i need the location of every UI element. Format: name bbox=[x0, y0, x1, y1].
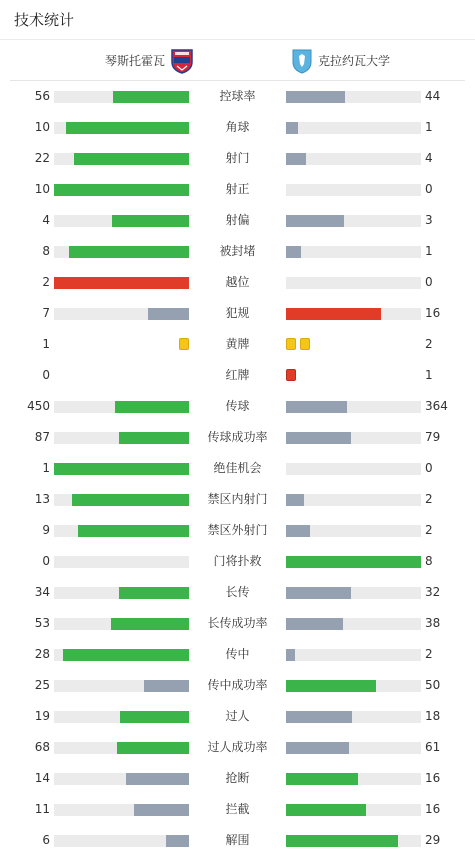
home-bar-fill bbox=[166, 835, 189, 847]
away-bar-track bbox=[286, 804, 421, 816]
away-bar-fill bbox=[286, 432, 351, 444]
away-value: 18 bbox=[425, 709, 441, 723]
home-bar-track bbox=[54, 525, 189, 537]
stat-row bbox=[0, 825, 475, 856]
away-value: 2 bbox=[425, 337, 433, 351]
home-bar-fill bbox=[69, 246, 189, 258]
home-value: 10 bbox=[34, 120, 50, 134]
stat-row bbox=[0, 577, 475, 608]
home-bar-track bbox=[54, 556, 189, 568]
stat-row bbox=[0, 298, 475, 329]
stat-row bbox=[0, 794, 475, 825]
away-bar-fill bbox=[286, 680, 376, 692]
away-value: 2 bbox=[425, 492, 433, 506]
away-value: 1 bbox=[425, 244, 433, 258]
home-value: 14 bbox=[34, 771, 50, 785]
away-value: 1 bbox=[425, 368, 433, 382]
stats-header bbox=[0, 0, 475, 40]
stat-label: 过人 bbox=[225, 709, 250, 723]
home-bar-fill bbox=[63, 649, 189, 661]
stat-label: 传球成功率 bbox=[207, 430, 268, 444]
away-bar-track bbox=[286, 711, 421, 723]
home-bar-fill bbox=[134, 804, 189, 816]
stat-row bbox=[0, 515, 475, 546]
stat-row bbox=[0, 732, 475, 763]
away-bar-track bbox=[286, 122, 421, 134]
away-bar-track bbox=[286, 153, 421, 165]
away-bar-fill bbox=[286, 308, 381, 320]
stat-label: 犯规 bbox=[225, 306, 250, 320]
stat-label: 角球 bbox=[225, 120, 250, 134]
home-bar-track bbox=[54, 308, 189, 320]
home-bar-fill bbox=[72, 494, 189, 506]
home-bar-fill bbox=[54, 184, 189, 196]
away-bar-fill bbox=[286, 587, 351, 599]
away-bar-track bbox=[286, 463, 421, 475]
home-bar-fill bbox=[54, 463, 189, 475]
stat-label: 传中成功率 bbox=[207, 678, 268, 692]
home-bar-track bbox=[54, 618, 189, 630]
away-value: 8 bbox=[425, 554, 433, 568]
home-bar-track bbox=[54, 277, 189, 289]
stat-label: 射门 bbox=[225, 151, 250, 165]
away-bar-fill bbox=[286, 711, 352, 723]
stat-row bbox=[0, 484, 475, 515]
away-value: 0 bbox=[425, 182, 433, 196]
home-bar-fill bbox=[111, 618, 189, 630]
stat-label: 抢断 bbox=[225, 771, 250, 785]
stat-row bbox=[0, 360, 475, 391]
home-bar-track bbox=[54, 91, 189, 103]
yellow-card-icon bbox=[300, 338, 310, 350]
stat-row bbox=[0, 236, 475, 267]
home-bar-fill bbox=[120, 711, 189, 723]
away-value: 32 bbox=[425, 585, 441, 599]
home-bar-track bbox=[54, 742, 189, 754]
away-value: 4 bbox=[425, 151, 433, 165]
home-value: 19 bbox=[34, 709, 50, 723]
stat-label: 越位 bbox=[225, 275, 250, 289]
home-value: 13 bbox=[34, 492, 50, 506]
away-value: 16 bbox=[425, 771, 441, 785]
home-value: 9 bbox=[42, 523, 50, 537]
home-bar-fill bbox=[119, 432, 189, 444]
away-bar-track bbox=[286, 742, 421, 754]
away-bar-fill bbox=[286, 494, 304, 506]
home-bar-fill bbox=[113, 91, 189, 103]
stat-label: 拦截 bbox=[225, 802, 250, 816]
away-cards bbox=[286, 338, 310, 351]
stat-row bbox=[0, 112, 475, 143]
home-team-name: 琴斯托霍瓦 bbox=[104, 54, 165, 68]
home-bar-track bbox=[54, 215, 189, 227]
home-bar-fill bbox=[74, 153, 189, 165]
away-bar-fill bbox=[286, 556, 421, 568]
red-card-icon bbox=[286, 369, 296, 381]
away-bar-track bbox=[286, 835, 421, 847]
away-bar-track bbox=[286, 401, 421, 413]
stat-row bbox=[0, 174, 475, 205]
away-bar-fill bbox=[286, 835, 398, 847]
home-value: 6 bbox=[42, 833, 50, 847]
away-value: 50 bbox=[425, 678, 441, 692]
away-bar-fill bbox=[286, 525, 310, 537]
away-bar-track bbox=[286, 587, 421, 599]
home-bar-fill bbox=[66, 122, 189, 134]
stat-label: 射偏 bbox=[225, 213, 250, 227]
away-bar-track bbox=[286, 494, 421, 506]
away-value: 1 bbox=[425, 120, 433, 134]
stat-row bbox=[0, 608, 475, 639]
stat-row bbox=[0, 391, 475, 422]
away-value: 0 bbox=[425, 275, 433, 289]
home-bar-track bbox=[54, 711, 189, 723]
home-value: 28 bbox=[34, 647, 50, 661]
stat-row bbox=[0, 546, 475, 577]
yellow-card-icon bbox=[286, 338, 296, 350]
stat-row bbox=[0, 701, 475, 732]
away-bar-track bbox=[286, 432, 421, 444]
away-bar-fill bbox=[286, 401, 347, 413]
away-cards bbox=[286, 369, 296, 382]
away-bar-track bbox=[286, 184, 421, 196]
away-value: 61 bbox=[425, 740, 441, 754]
page-title: 技术统计 bbox=[14, 11, 75, 29]
home-value: 2 bbox=[42, 275, 50, 289]
home-value: 450 bbox=[27, 399, 50, 413]
away-bar-track bbox=[286, 215, 421, 227]
away-bar-fill bbox=[286, 122, 298, 134]
stat-label: 控球率 bbox=[219, 89, 256, 103]
stat-label: 射正 bbox=[225, 182, 250, 196]
away-value: 16 bbox=[425, 802, 441, 816]
home-bar-track bbox=[54, 122, 189, 134]
away-bar-track bbox=[286, 773, 421, 785]
home-bar-track bbox=[54, 153, 189, 165]
stat-label: 传球 bbox=[225, 399, 250, 413]
away-bar-fill bbox=[286, 91, 345, 103]
stat-row bbox=[0, 453, 475, 484]
home-bar-track bbox=[54, 835, 189, 847]
stats-list bbox=[0, 81, 475, 856]
stat-label: 长传 bbox=[225, 585, 250, 599]
home-bar-track bbox=[54, 432, 189, 444]
away-value: 2 bbox=[425, 647, 433, 661]
home-bar-track bbox=[54, 401, 189, 413]
home-bar-fill bbox=[78, 525, 189, 537]
stat-label: 过人成功率 bbox=[207, 740, 268, 754]
stat-row bbox=[0, 422, 475, 453]
away-value: 79 bbox=[425, 430, 441, 444]
home-bar-track bbox=[54, 184, 189, 196]
home-value: 1 bbox=[42, 337, 50, 351]
home-value: 0 bbox=[42, 554, 50, 568]
home-team-logo-icon bbox=[171, 48, 193, 74]
stat-label: 传中 bbox=[225, 647, 250, 661]
away-value: 44 bbox=[425, 89, 441, 103]
home-value: 68 bbox=[34, 740, 50, 754]
away-bar-fill bbox=[286, 804, 366, 816]
home-bar-track bbox=[54, 463, 189, 475]
away-bar-track bbox=[286, 246, 421, 258]
home-value: 4 bbox=[42, 213, 50, 227]
home-bar-track bbox=[54, 649, 189, 661]
stat-label: 解围 bbox=[225, 833, 250, 847]
stat-row bbox=[0, 205, 475, 236]
stat-row bbox=[0, 143, 475, 174]
away-bar-fill bbox=[286, 649, 295, 661]
home-bar-fill bbox=[117, 742, 189, 754]
home-bar-fill bbox=[112, 215, 189, 227]
stat-row bbox=[0, 639, 475, 670]
stat-label: 红牌 bbox=[225, 368, 250, 382]
home-bar-fill bbox=[115, 401, 189, 413]
home-cards bbox=[179, 338, 189, 351]
away-value: 16 bbox=[425, 306, 441, 320]
home-bar-track bbox=[54, 246, 189, 258]
stat-label: 禁区外射门 bbox=[207, 523, 268, 537]
away-team-logo-icon bbox=[292, 48, 312, 74]
home-value: 56 bbox=[34, 89, 50, 103]
home-value: 11 bbox=[34, 802, 50, 816]
home-bar-fill bbox=[119, 587, 189, 599]
away-value: 29 bbox=[425, 833, 441, 847]
away-bar-fill bbox=[286, 153, 306, 165]
stat-label: 黄牌 bbox=[225, 337, 250, 351]
away-bar-track bbox=[286, 525, 421, 537]
home-team[interactable] bbox=[105, 40, 193, 81]
away-bar-fill bbox=[286, 742, 349, 754]
home-value: 8 bbox=[42, 244, 50, 258]
home-bar-track bbox=[54, 773, 189, 785]
away-bar-track bbox=[286, 649, 421, 661]
stat-label: 门将扑救 bbox=[213, 554, 262, 568]
stat-row bbox=[0, 329, 475, 360]
home-value: 10 bbox=[34, 182, 50, 196]
home-bar-fill bbox=[148, 308, 189, 320]
home-value: 34 bbox=[34, 585, 50, 599]
home-bar-track bbox=[54, 804, 189, 816]
home-bar-fill bbox=[126, 773, 189, 785]
home-value: 1 bbox=[42, 461, 50, 475]
home-value: 0 bbox=[42, 368, 50, 382]
home-value: 25 bbox=[34, 678, 50, 692]
home-value: 53 bbox=[34, 616, 50, 630]
stat-row bbox=[0, 763, 475, 794]
away-bar-fill bbox=[286, 618, 343, 630]
home-bar-fill bbox=[144, 680, 189, 692]
away-bar-track bbox=[286, 680, 421, 692]
away-value: 2 bbox=[425, 523, 433, 537]
away-bar-track bbox=[286, 277, 421, 289]
home-value: 7 bbox=[42, 306, 50, 320]
away-bar-fill bbox=[286, 246, 301, 258]
stat-label: 禁区内射门 bbox=[207, 492, 268, 506]
away-team-name: 克拉约瓦大学 bbox=[318, 54, 391, 68]
home-bar-track bbox=[54, 587, 189, 599]
away-bar-track bbox=[286, 556, 421, 568]
stat-label: 长传成功率 bbox=[207, 616, 268, 630]
home-bar-track bbox=[54, 494, 189, 506]
away-value: 0 bbox=[425, 461, 433, 475]
away-bar-fill bbox=[286, 773, 358, 785]
stat-row bbox=[0, 81, 475, 112]
away-bar-track bbox=[286, 618, 421, 630]
home-bar-fill bbox=[54, 277, 189, 289]
teams-bar bbox=[10, 40, 465, 81]
away-bar-track bbox=[286, 91, 421, 103]
away-team[interactable] bbox=[292, 40, 390, 81]
yellow-card-icon bbox=[179, 338, 189, 350]
home-bar-track bbox=[54, 680, 189, 692]
stat-label: 被封堵 bbox=[219, 244, 256, 258]
stat-label: 绝佳机会 bbox=[213, 461, 262, 475]
away-bar-fill bbox=[286, 215, 344, 227]
stat-row bbox=[0, 267, 475, 298]
away-bar-track bbox=[286, 308, 421, 320]
home-value: 22 bbox=[34, 151, 50, 165]
home-value: 87 bbox=[34, 430, 50, 444]
stat-row bbox=[0, 670, 475, 701]
away-value: 3 bbox=[425, 213, 433, 227]
away-value: 364 bbox=[425, 399, 448, 413]
away-value: 38 bbox=[425, 616, 441, 630]
